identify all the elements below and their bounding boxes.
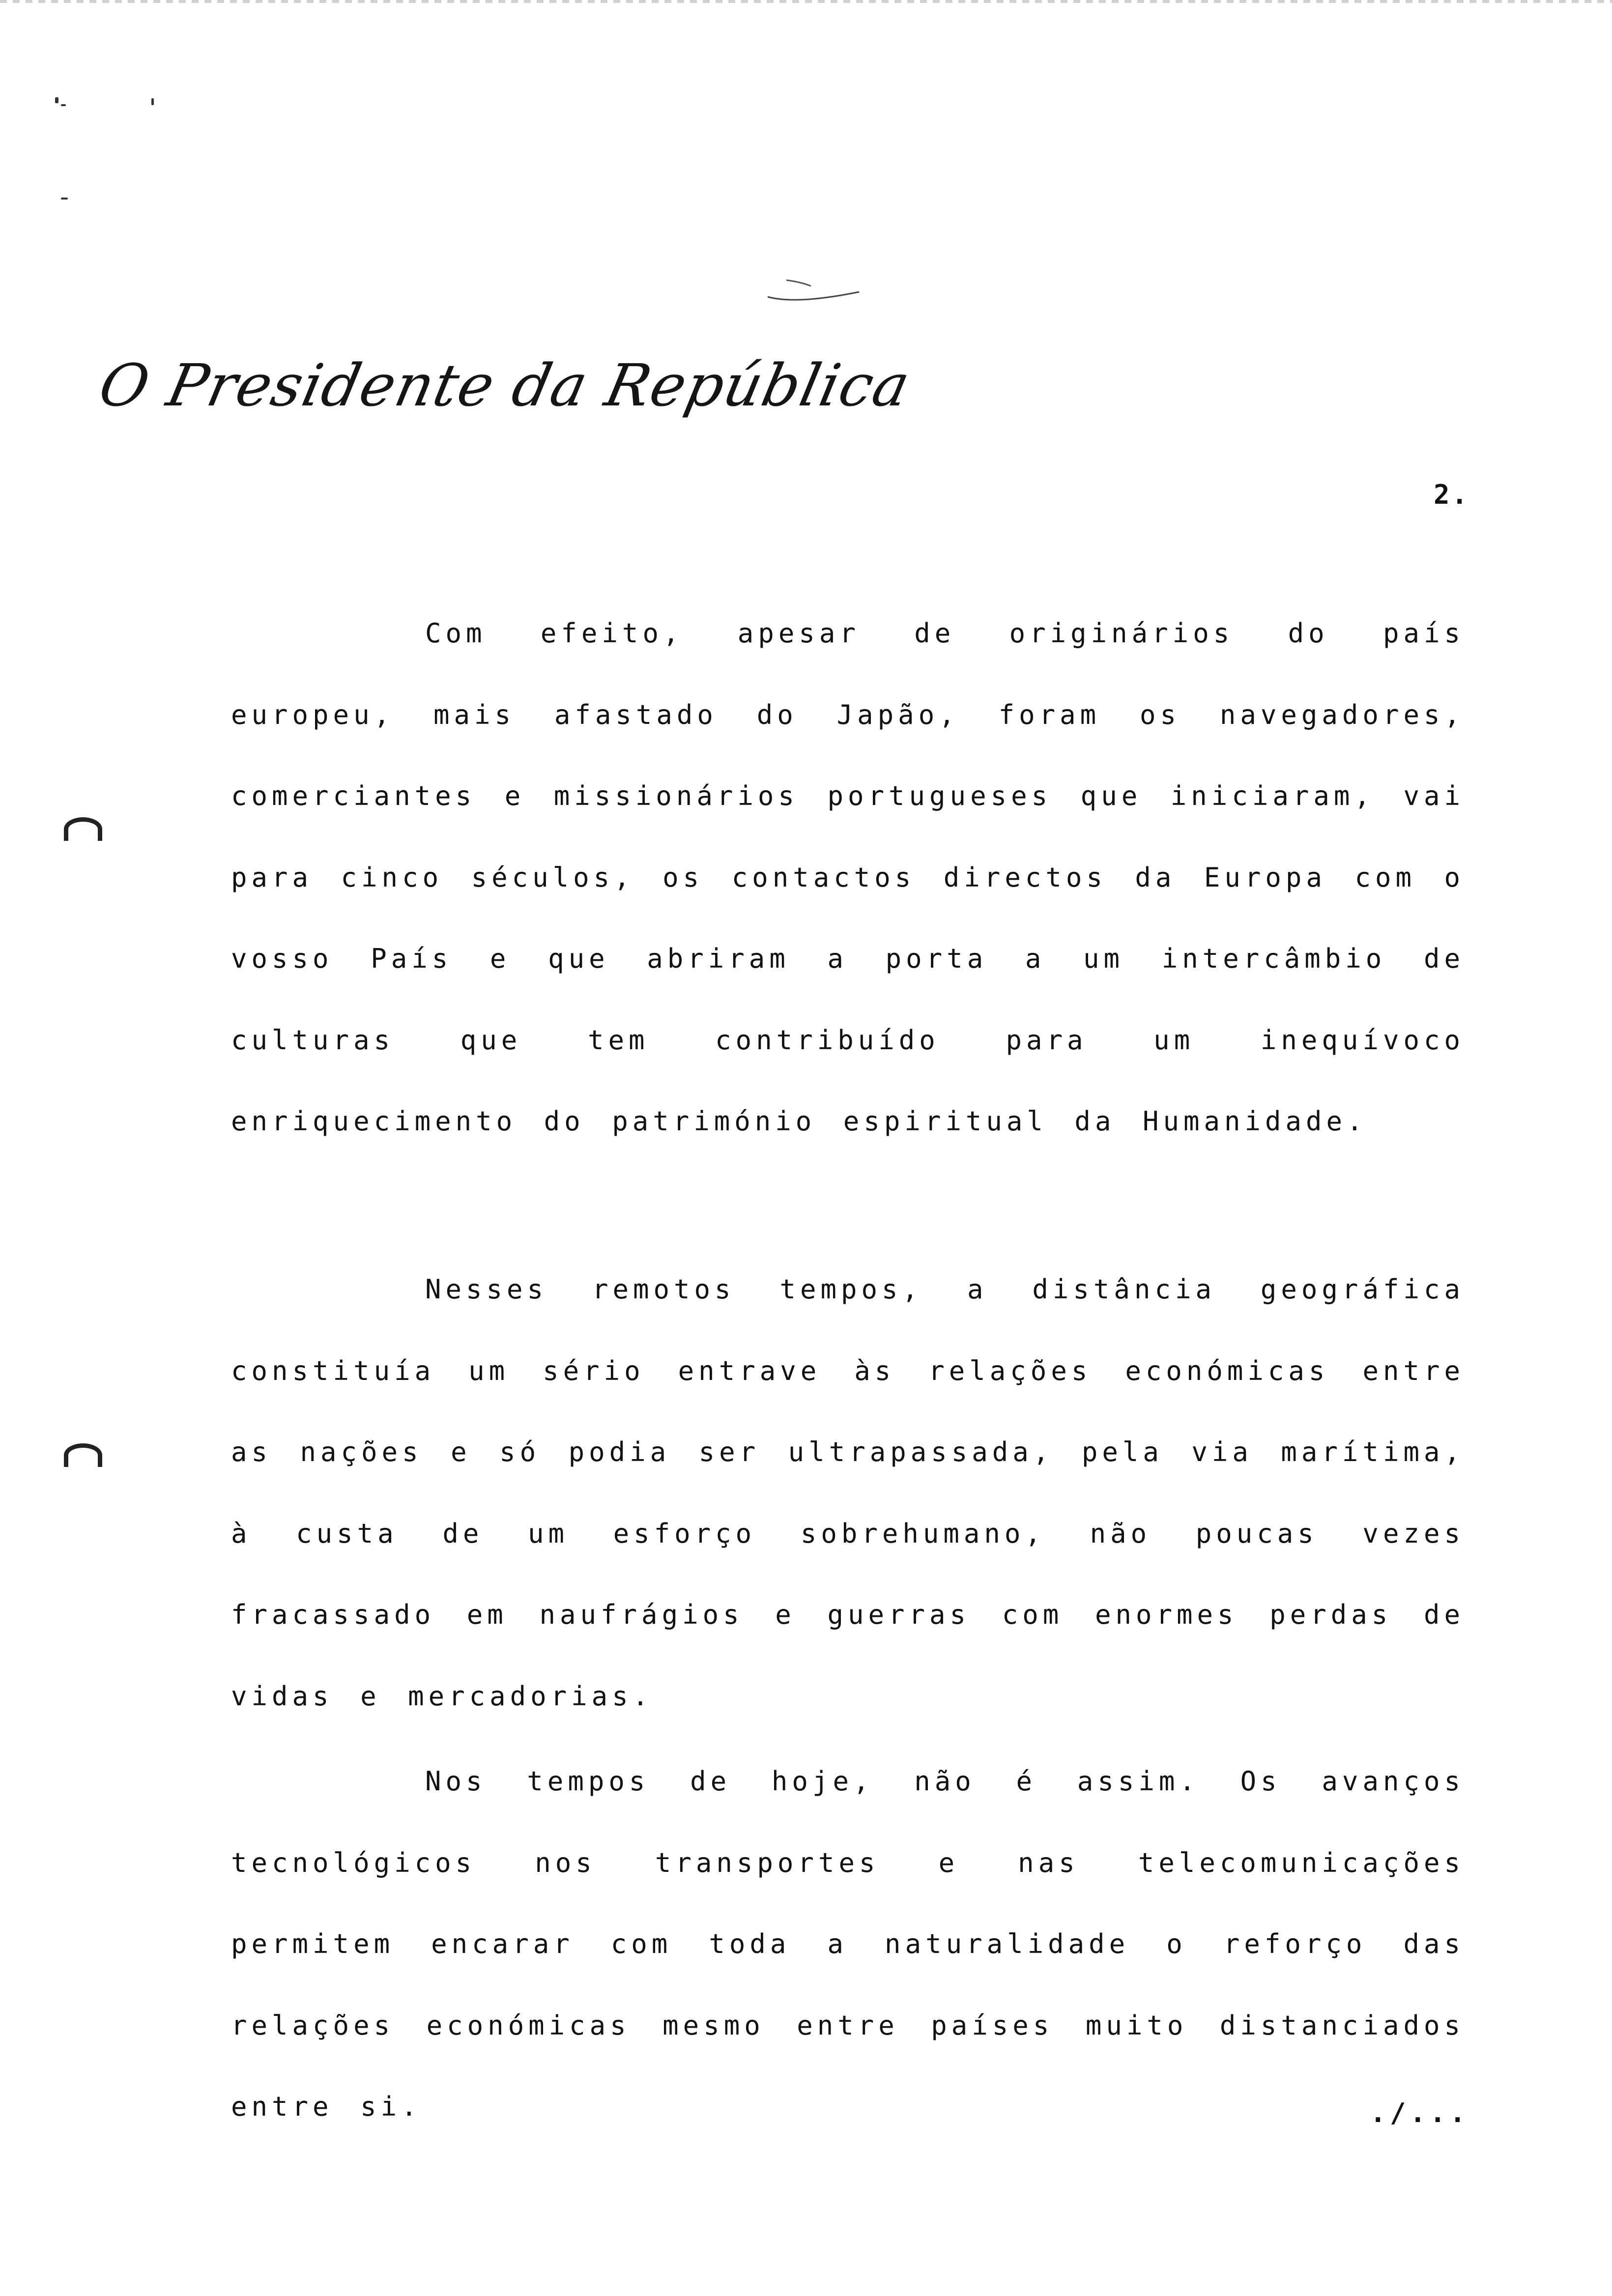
- paragraph: Com efeito, apesar de originários do país europeu, mais afastado do Japão, foram os navegadores, comerciantes e missionários portugueses que iniciaram, vai para cinco séculos, os contactos directos da Europa com o vosso País e que abriram a porta a um intercâmbio de culturas que tem contribuído para um inequívoco enriquecimento do património espiritual da Humanidade.: [231, 618, 1465, 1137]
- header-mark: [767, 275, 860, 305]
- continuation-mark: ./...: [1370, 2097, 1469, 2128]
- paragraph: Nesses remotos tempos, a distância geográfica constituía um sério entrave às relações económicas entre as nações e só podia ser ultrapassada, pela via marítima, à custa de um esforço sobrehumano, não poucas vezes fracassado em naufrágios e guerras com enormes perdas de vidas e mercadorias.: [231, 1274, 1465, 1712]
- page-number: 2.: [1433, 479, 1469, 510]
- scan-speck: [61, 104, 66, 106]
- scan-speck: [55, 97, 58, 103]
- scan-speck: [61, 198, 68, 200]
- scan-speck: [151, 98, 154, 105]
- paragraph: Nos tempos de hoje, não é assim. Os avanços tecnológicos nos transportes e nas telecomunicações permitem encarar com toda a naturalidade o reforço das relações económicas mesmo entre países muito distanciados entre si.: [231, 1766, 1465, 2122]
- punch-hole-mark: [64, 817, 102, 841]
- scan-edge: [0, 0, 1612, 3]
- letterhead-title: O Presidente da República: [93, 351, 917, 419]
- punch-hole-mark: [64, 1443, 102, 1467]
